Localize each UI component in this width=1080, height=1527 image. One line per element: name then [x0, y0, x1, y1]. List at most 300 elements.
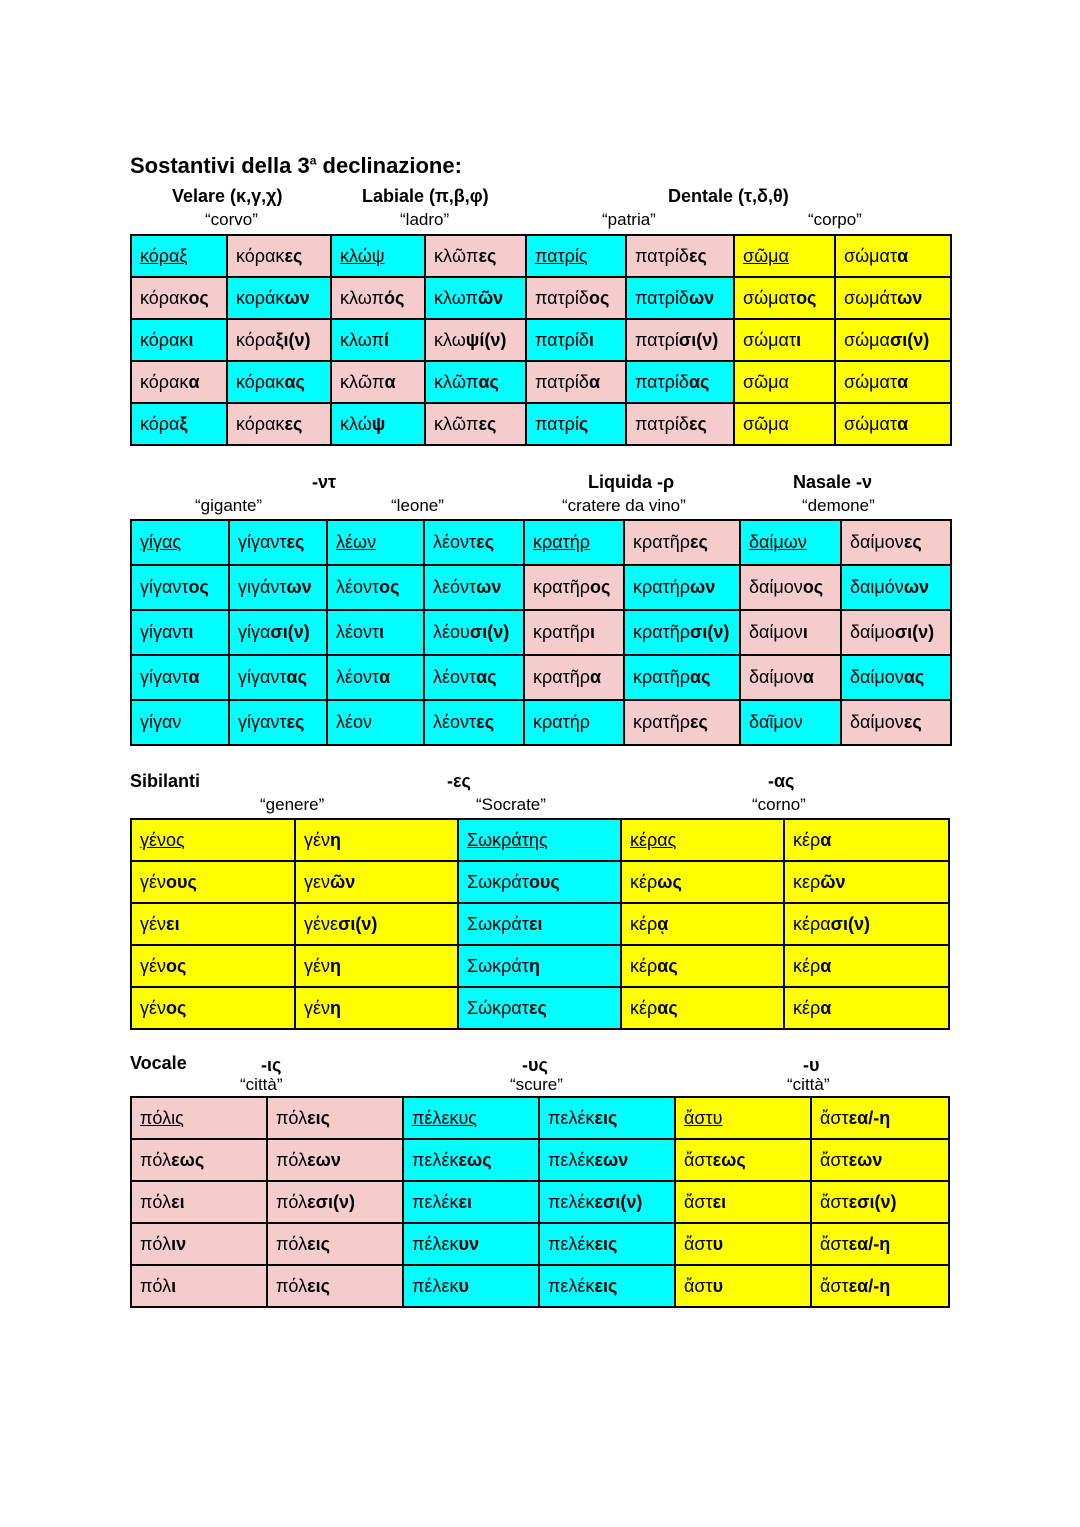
form-stem: κόρακ: [236, 413, 285, 434]
form-ending: ι: [590, 622, 596, 642]
form-ending: ων: [286, 577, 312, 597]
header-es: -ες: [447, 771, 471, 791]
form-cell: [675, 1265, 811, 1307]
form-ending: ας: [284, 371, 305, 392]
form-stem: γέν: [140, 871, 167, 892]
form-cell: [835, 277, 951, 319]
form-ending: ας: [286, 667, 307, 687]
form-cell: [458, 945, 621, 987]
form-stem: γίγαν: [140, 712, 182, 732]
form-stem: ἄστυ: [684, 1107, 723, 1128]
form-ending: εων: [307, 1149, 341, 1170]
form-ending: ας: [657, 955, 678, 976]
form-stem: πελέκ: [548, 1275, 595, 1296]
form-stem: πόλ: [276, 1191, 308, 1212]
form-ending: ος: [188, 577, 209, 597]
form-cell: [229, 520, 327, 565]
form-stem: γεν: [304, 871, 331, 892]
form-ending: ες: [528, 997, 547, 1018]
form-cell: [621, 861, 784, 903]
form-ending: η: [330, 997, 342, 1018]
table-row: [131, 361, 951, 403]
gloss-socrate: “Socrate”: [476, 795, 546, 814]
form-cell: [841, 610, 951, 655]
table-velare-labiale-dentale: [130, 234, 952, 446]
form-cell: [331, 403, 425, 445]
form-stem: κόρακ: [140, 287, 189, 308]
form-cell: [458, 861, 621, 903]
form-cell: [621, 945, 784, 987]
form-cell: [331, 361, 425, 403]
table-row: [131, 403, 951, 445]
form-cell: [740, 610, 841, 655]
gloss-demone: “demone”: [802, 496, 875, 515]
form-ending: ες: [903, 532, 922, 552]
form-stem: δαῖμον: [749, 712, 803, 732]
form-stem: σώματ: [743, 287, 797, 308]
form-ending: ων: [284, 287, 310, 308]
form-cell: [539, 1097, 675, 1139]
form-stem: σῶμα: [743, 413, 789, 434]
form-cell: [835, 403, 951, 445]
form-stem: δαίμον: [749, 577, 803, 597]
table-row: [131, 235, 951, 277]
form-ending: ξι(ν): [275, 329, 311, 350]
form-cell: [621, 987, 784, 1029]
form-stem: πελέκ: [412, 1191, 459, 1212]
form-stem: πελέκ: [548, 1149, 595, 1170]
form-cell: [131, 1097, 267, 1139]
form-stem: δαίμον: [749, 622, 803, 642]
form-ending: ξ: [179, 413, 188, 434]
table-row: [131, 945, 949, 987]
table-row: [131, 903, 949, 945]
form-stem: κέρ: [630, 955, 658, 976]
form-stem: πέλεκ: [412, 1233, 459, 1254]
form-ending: εα/-η: [848, 1275, 891, 1296]
form-ending: ες: [286, 712, 305, 732]
form-cell: [425, 235, 526, 277]
form-stem: κλῶπ: [340, 371, 385, 392]
form-stem: πατρίς: [535, 245, 588, 266]
form-ending: εων: [848, 1149, 883, 1170]
form-stem: γένε: [304, 913, 339, 934]
form-ending: ει: [171, 1191, 185, 1212]
form-stem: πόλ: [140, 1149, 172, 1170]
form-cell: [267, 1265, 403, 1307]
form-ending: ων: [688, 287, 715, 308]
form-cell: [227, 361, 331, 403]
form-stem: πόλ: [140, 1275, 172, 1296]
form-cell: [424, 565, 524, 610]
form-stem: κόραξ: [140, 245, 188, 266]
form-stem: πόλ: [140, 1191, 172, 1212]
gloss-genere: “genere”: [260, 795, 325, 814]
form-stem: ἄστ: [820, 1107, 849, 1128]
form-ending: ει: [458, 1191, 473, 1212]
form-cell: [734, 403, 835, 445]
form-ending: ες: [690, 712, 708, 732]
form-stem: κέρ: [793, 955, 821, 976]
gloss-gigante: “gigante”: [195, 496, 263, 515]
form-ending: ός: [383, 287, 405, 308]
form-stem: Σωκράτ: [467, 955, 529, 976]
form-cell: [734, 235, 835, 277]
label-vocale: Vocale: [130, 1053, 187, 1073]
table-row: [131, 1223, 949, 1265]
form-cell: [327, 520, 424, 565]
form-cell: [811, 1181, 949, 1223]
table-row: [131, 1265, 949, 1307]
form-cell: [267, 1097, 403, 1139]
form-ending: ι: [802, 622, 808, 642]
form-cell: [229, 700, 327, 745]
form-stem: κρατήρ: [633, 577, 691, 597]
form-stem: κλῶπ: [434, 245, 479, 266]
form-cell: [539, 1181, 675, 1223]
form-stem: κρατῆρ: [633, 667, 691, 687]
form-cell: [811, 1097, 949, 1139]
form-ending: εα/-η: [848, 1233, 891, 1254]
form-cell: [626, 235, 734, 277]
form-ending: ας: [903, 667, 925, 687]
form-cell: [784, 945, 949, 987]
title-suffix: declinazione:: [316, 153, 462, 178]
form-ending: εσι(ν): [594, 1191, 643, 1212]
form-stem: κέρας: [630, 829, 677, 850]
form-ending: σι(ν): [830, 913, 870, 934]
form-ending: εως: [458, 1149, 492, 1170]
form-ending: ες: [476, 712, 495, 732]
form-cell: [131, 520, 229, 565]
form-stem: πόλ: [276, 1107, 308, 1128]
form-cell: [227, 277, 331, 319]
form-cell: [784, 861, 949, 903]
form-stem: κλῶπ: [434, 371, 479, 392]
form-ending: ες: [478, 245, 497, 266]
form-ending: α: [802, 667, 814, 687]
form-stem: γίγαντ: [140, 667, 189, 687]
form-ending: υ: [712, 1233, 724, 1254]
form-cell: [229, 610, 327, 655]
form-ending: σι(ν): [338, 913, 378, 934]
form-cell: [675, 1097, 811, 1139]
form-stem: κέρ: [793, 997, 821, 1018]
form-cell: [526, 319, 626, 361]
form-cell: [227, 235, 331, 277]
title-sup: a: [309, 153, 317, 168]
header-liquida: Liquida -ρ: [588, 472, 675, 492]
form-ending: ι: [588, 329, 594, 350]
form-ending: ει: [528, 913, 543, 934]
form-stem: λέοντ: [433, 667, 477, 687]
form-ending: α: [820, 829, 832, 850]
form-ending: ες: [690, 532, 708, 552]
form-ending: ες: [476, 532, 495, 552]
form-ending: α: [820, 955, 832, 976]
form-cell: [425, 319, 526, 361]
form-cell: [675, 1139, 811, 1181]
form-stem: πόλ: [276, 1149, 308, 1170]
form-cell: [626, 361, 734, 403]
form-cell: [327, 610, 424, 655]
header-ys: -υς: [522, 1055, 548, 1075]
form-stem: ἄστ: [684, 1275, 713, 1296]
form-stem: πατρίδ: [635, 371, 689, 392]
form-ending: ες: [284, 245, 303, 266]
header-dentale: Dentale (τ,δ,θ): [668, 186, 789, 206]
form-stem: πατρί: [535, 413, 579, 434]
form-stem: κρατῆρ: [633, 532, 691, 552]
form-cell: [295, 903, 458, 945]
form-stem: γιγάντ: [238, 577, 287, 597]
form-ending: εως: [712, 1149, 746, 1170]
form-stem: σώματ: [844, 413, 898, 434]
form-cell: [403, 1181, 539, 1223]
gloss-leone: “leone”: [391, 496, 444, 515]
form-cell: [425, 403, 526, 445]
header-is: -ις: [261, 1055, 282, 1075]
form-stem: πατρίδ: [535, 287, 589, 308]
form-ending: ες: [284, 413, 303, 434]
form-cell: [331, 235, 425, 277]
gloss-scure: “scure”: [510, 1075, 563, 1094]
form-stem: πέλεκ: [412, 1275, 459, 1296]
form-ending: ας: [690, 667, 711, 687]
form-ending: ες: [478, 413, 497, 434]
form-cell: [526, 235, 626, 277]
form-stem: πατρίδ: [635, 245, 689, 266]
form-cell: [841, 700, 951, 745]
form-cell: [267, 1139, 403, 1181]
form-cell: [811, 1139, 949, 1181]
form-ending: α: [379, 667, 391, 687]
form-stem: λέοντ: [336, 622, 380, 642]
table-row: [131, 655, 951, 700]
form-cell: [784, 819, 949, 861]
form-stem: σώμα: [844, 329, 890, 350]
form-cell: [131, 987, 295, 1029]
form-cell: [734, 277, 835, 319]
table-row: [131, 319, 951, 361]
form-cell: [539, 1139, 675, 1181]
form-stem: δαιμόν: [850, 577, 904, 597]
table-row: [131, 700, 951, 745]
form-stem: Σωκράτ: [467, 913, 529, 934]
form-stem: δαίμον: [850, 712, 904, 732]
form-cell: [624, 610, 740, 655]
form-cell: [425, 361, 526, 403]
gloss-corvo: “corvo”: [205, 210, 258, 229]
form-cell: [229, 565, 327, 610]
title-text: Sostantivi della 3: [130, 153, 310, 178]
form-cell: [784, 903, 949, 945]
form-stem: γέν: [140, 955, 167, 976]
form-stem: πόλ: [140, 1233, 172, 1254]
form-stem: πατρίδ: [635, 413, 689, 434]
form-cell: [131, 819, 295, 861]
form-cell: [626, 277, 734, 319]
form-cell: [131, 1223, 267, 1265]
form-ending: υν: [458, 1233, 479, 1254]
form-cell: [526, 277, 626, 319]
form-ending: η: [528, 955, 540, 976]
form-ending: ος: [796, 287, 817, 308]
table-row: [131, 861, 949, 903]
header-nt: -ντ: [312, 472, 337, 492]
form-cell: [424, 700, 524, 745]
form-stem: κλωπ: [340, 287, 384, 308]
form-ending: ας: [476, 667, 497, 687]
form-cell: [734, 361, 835, 403]
form-ending: εων: [594, 1149, 629, 1170]
form-stem: γέν: [304, 829, 331, 850]
form-stem: γίγαντ: [140, 577, 189, 597]
form-cell: [131, 319, 227, 361]
form-cell: [811, 1223, 949, 1265]
form-cell: [524, 700, 624, 745]
form-stem: κρατῆρ: [633, 712, 691, 732]
form-ending: ῶν: [820, 871, 846, 892]
form-ending: α: [897, 371, 909, 392]
form-ending: ι: [171, 1275, 177, 1296]
form-ending: ας: [688, 371, 710, 392]
form-ending: εις: [594, 1107, 618, 1128]
form-ending: ους: [166, 871, 197, 892]
form-stem: πελέκ: [548, 1107, 595, 1128]
table-row: [131, 987, 949, 1029]
table-row: [131, 520, 951, 565]
form-ending: α: [588, 371, 601, 392]
form-ending: ων: [476, 577, 502, 597]
form-ending: α: [590, 667, 602, 687]
form-stem: πατρίδ: [635, 287, 689, 308]
table-row: [131, 1139, 949, 1181]
form-stem: λέου: [433, 622, 470, 642]
table-row: [131, 819, 949, 861]
form-ending: σι(ν): [678, 329, 719, 350]
form-cell: [424, 655, 524, 700]
form-ending: ος: [188, 287, 209, 308]
form-cell: [295, 945, 458, 987]
form-cell: [327, 565, 424, 610]
form-stem: γένος: [140, 829, 185, 850]
gloss-citta-2: “città”: [787, 1075, 830, 1094]
form-stem: πόλ: [276, 1233, 308, 1254]
form-cell: [841, 655, 951, 700]
form-cell: [331, 277, 425, 319]
form-stem: πελέκ: [412, 1149, 459, 1170]
form-cell: [131, 1181, 267, 1223]
form-ending: ος: [588, 287, 610, 308]
form-cell: [458, 987, 621, 1029]
form-stem: γίγα: [238, 622, 271, 642]
form-stem: κόρακ: [236, 245, 285, 266]
form-stem: γέν: [304, 955, 331, 976]
form-stem: λέοντ: [336, 667, 380, 687]
form-ending: ες: [688, 245, 707, 266]
form-cell: [267, 1181, 403, 1223]
form-cell: [327, 655, 424, 700]
form-cell: [835, 319, 951, 361]
form-ending: εσι(ν): [307, 1191, 355, 1212]
form-ending: α: [897, 413, 909, 434]
form-cell: [424, 610, 524, 655]
form-cell: [539, 1265, 675, 1307]
form-cell: [624, 520, 740, 565]
form-ending: ιν: [171, 1233, 187, 1254]
form-stem: κοράκ: [236, 287, 285, 308]
form-stem: Σώκρατ: [467, 997, 529, 1018]
page-title: [130, 153, 462, 179]
form-cell: [458, 903, 621, 945]
form-cell: [524, 520, 624, 565]
form-stem: γίγαντ: [238, 712, 287, 732]
form-cell: [734, 319, 835, 361]
form-stem: κρατῆρ: [533, 577, 591, 597]
form-stem: Σωκράτης: [467, 829, 548, 850]
form-stem: πελέκ: [548, 1233, 595, 1254]
form-stem: γίγαντ: [140, 622, 189, 642]
form-stem: Σωκράτ: [467, 871, 529, 892]
form-cell: [131, 403, 227, 445]
form-stem: κρατῆρ: [633, 622, 691, 642]
form-cell: [295, 861, 458, 903]
form-cell: [835, 235, 951, 277]
form-cell: [131, 565, 229, 610]
form-cell: [131, 361, 227, 403]
form-cell: [524, 655, 624, 700]
gloss-corpo: “corpo”: [808, 210, 862, 229]
form-cell: [675, 1223, 811, 1265]
form-stem: πατρί: [635, 329, 679, 350]
form-ending: α: [384, 371, 396, 392]
form-ending: η: [330, 829, 342, 850]
form-stem: κλω: [434, 329, 466, 350]
form-cell: [784, 987, 949, 1029]
form-stem: ἄστ: [820, 1233, 849, 1254]
form-stem: κλωπ: [340, 329, 384, 350]
header-nasale: Nasale -ν: [793, 472, 873, 492]
form-cell: [841, 520, 951, 565]
header-labiale: Labiale (π,β,φ): [362, 186, 489, 206]
table-row: [131, 1181, 949, 1223]
form-cell: [526, 403, 626, 445]
form-cell: [526, 361, 626, 403]
form-ending: ει: [712, 1191, 727, 1212]
form-cell: [740, 520, 841, 565]
form-cell: [841, 565, 951, 610]
table-vocale: [130, 1096, 950, 1308]
gloss-citta-1: “città”: [240, 1075, 283, 1094]
form-cell: [403, 1139, 539, 1181]
form-ending: ι: [188, 622, 194, 642]
form-ending: ι: [796, 329, 802, 350]
form-cell: [811, 1265, 949, 1307]
form-ending: ες: [286, 532, 305, 552]
form-stem: κρατῆρ: [533, 622, 591, 642]
form-stem: σώματ: [844, 245, 898, 266]
form-stem: δαίμον: [850, 667, 904, 687]
form-stem: γέν: [140, 913, 167, 934]
form-stem: λέον: [336, 712, 373, 732]
form-cell: [229, 655, 327, 700]
gloss-ladro: “ladro”: [400, 210, 450, 229]
table-nt-liquida-nasale: [130, 519, 952, 746]
form-stem: κρατῆρ: [533, 667, 591, 687]
form-stem: κόρα: [140, 413, 180, 434]
form-cell: [131, 700, 229, 745]
